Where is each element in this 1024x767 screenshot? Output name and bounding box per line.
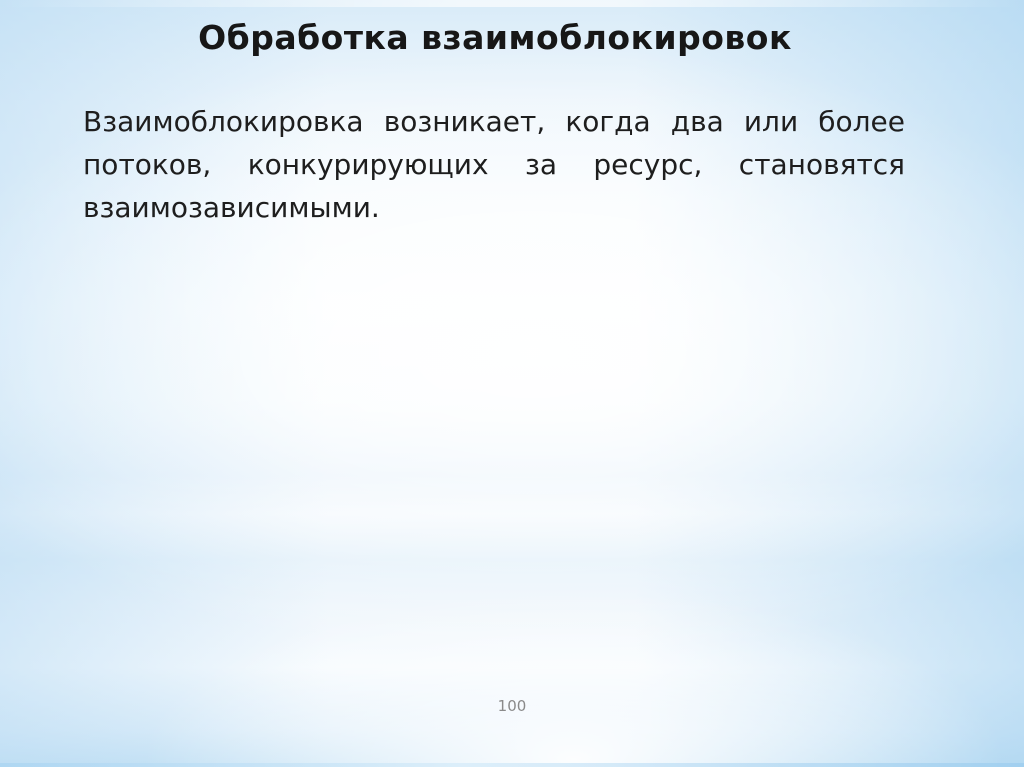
body-line-3: взаимозависимыми.: [83, 191, 380, 224]
body-line-2: потоков, конкурирующих за ресурс, становятся: [83, 148, 905, 181]
slide-body: [83, 100, 905, 229]
body-line-1: Взаимоблокировка возникает, когда два или более: [83, 105, 905, 138]
page-number: 100: [497, 697, 527, 715]
slide-title: Обработка взаимоблокировок: [198, 18, 792, 57]
